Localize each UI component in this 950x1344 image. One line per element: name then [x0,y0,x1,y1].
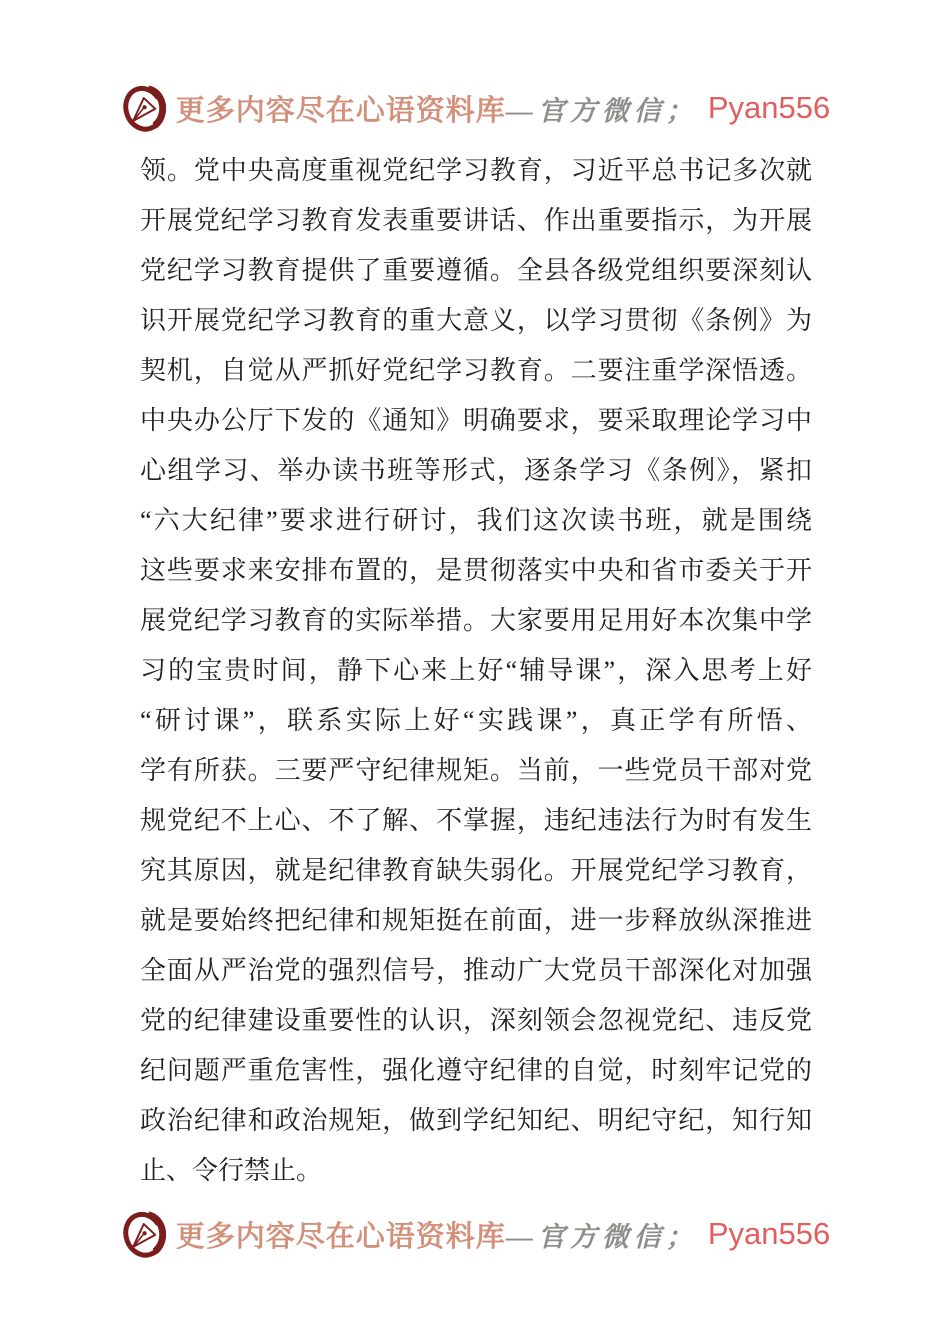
text-line: 中央办公厅下发的《通知》明确要求，要采取理论学习中 [140,406,812,435]
watermark-header [0,76,950,140]
text-line: “研讨课”，联系实际上好“实践课”，真正学有所悟、 [140,706,812,735]
text-line: 全面从严治党的强烈信号，推动广大党员干部深化对加强 [140,956,812,985]
watermark-label: —官方微信； [505,95,698,126]
text-line: 展党纪学习教育的实际举措。大家要用足用好本次集中学 [140,606,812,635]
text-line: 心组学习、举办读书班等形式，逐条学习《条例》，紧扣 [140,456,812,485]
watermark-text: 更多内容尽在心语资料库 [175,94,506,127]
pen-nib-swirl-icon [120,1204,166,1264]
wechat-id: Pyan556 [707,90,831,125]
text-line: 学有所获。三要严守纪律规矩。当前，一些党员干部对党 [140,756,812,785]
text-line: 领。党中央高度重视党纪学习教育，习近平总书记多次就 [140,156,812,185]
text-line: 规党纪不上心、不了解、不掌握，违纪违法行为时有发生 [140,806,812,835]
text-line: 党的纪律建设重要性的认识，深刻领会忽视党纪、违反党 [140,1006,812,1035]
watermark-text: 更多内容尽在心语资料库 [175,1220,506,1253]
text-line: 究其原因，就是纪律教育缺失弱化。开展党纪学习教育， [140,856,812,885]
pen-nib-swirl-icon [120,78,166,138]
text-line: 契机，自觉从严抓好党纪学习教育。二要注重学深悟透。 [140,356,812,385]
watermark-footer [0,1202,950,1266]
text-line: 习的宝贵时间，静下心来上好“辅导课”，深入思考上好 [140,656,812,685]
watermark-label: —官方微信； [505,1221,698,1252]
text-line: 就是要始终把纪律和规矩挺在前面，进一步释放纵深推进 [140,906,812,935]
document-body [140,146,812,1196]
text-line: “六大纪律”要求进行研讨，我们这次读书班，就是围绕 [140,506,812,535]
text-line: 识开展党纪学习教育的重大意义，以学习贯彻《条例》为 [140,306,812,335]
text-line: 政治纪律和政治规矩，做到学纪知纪、明纪守纪，知行知 [140,1106,812,1135]
wechat-id: Pyan556 [707,1216,831,1251]
text-line: 开展党纪学习教育发表重要讲话、作出重要指示，为开展 [140,206,812,235]
text-line: 这些要求来安排布置的，是贯彻落实中央和省市委关于开 [140,556,812,585]
text-line: 党纪学习教育提供了重要遵循。全县各级党组织要深刻认 [140,256,812,285]
text-line: 纪问题严重危害性，强化遵守纪律的自觉，时刻牢记党的 [140,1056,812,1085]
text-line: 止、令行禁止。 [140,1156,323,1185]
